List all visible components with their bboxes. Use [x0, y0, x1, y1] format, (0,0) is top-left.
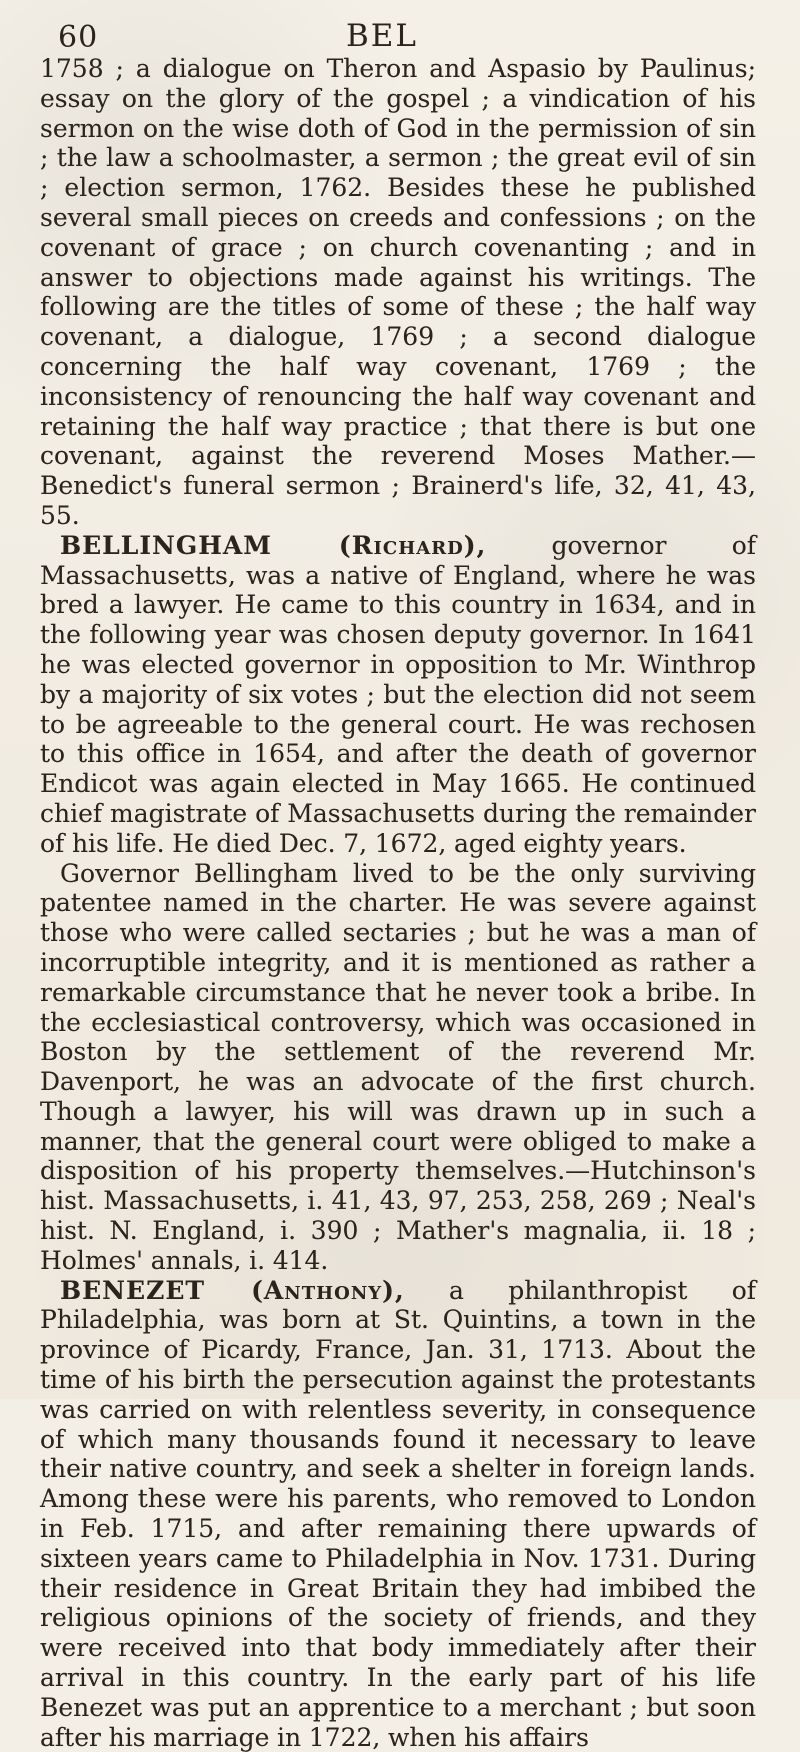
paragraph-2 [40, 531, 756, 859]
paragraph-3 [40, 859, 756, 1276]
entry-heading-bellingham: BELLINGHAM (Richard), [60, 530, 487, 560]
paragraph-1-text: 1758 ; a dialogue on Theron and Aspasio by Paulinus; essay on the glory of the gospel ; a vindication of his sermon on the wise doth of God in the permission of sin ; the law a schoolmaster, a sermon ; the great evil of sin ; election sermon, 1762. Besides these he published several small pieces on creeds and confessions ; on the covenant of grace ; on church covenanting ; and in answer to objections made against his writings. The following are the titles of some of these ; the half way covenant, a dialogue, 1769 ; a second dialogue concerning the half way covenant, 1769 ; the inconsistency of renouncing the half way covenant and retaining the half way practice ; that there is but one covenant, against the reverend Moses Mather.—Benedict's funeral sermon ; Brainerd's life, 32, 41, 43, 55. [40, 54, 756, 530]
paragraph-4-text: a philanthropist of Philadelphia, was born at St. Quintins, a town in the province of Picardy, France, Jan. 31, 1713. About the time of his birth the persecution against the protestants was carried on with relentless severity, in consequence of which many thousands found it necessary to leave their native country, and seek a shelter in foreign lands. Among these were his parents, who removed to London in Feb. 1715, and after remaining there upwards of sixteen years came to Philadelphia in Nov. 1731. During their residence in Great Britain they had imbibed the religious opinions of the society of friends, and they were received into that body immediately after their arrival in this country. In the early part of his life Benezet was put an apprentice to a merchant ; but soon after his marriage in 1722, when his affairs [40, 1275, 757, 1752]
entry-heading-benezet: BENEZET (Anthony), [60, 1275, 405, 1305]
running-head: BEL [346, 18, 418, 54]
paragraph-3-text: Governor Bellingham lived to be the only surviving patentee named in the charter. He was severe against those who were called sectaries ; but he was a man of incorruptible integrity, and it is mentioned as rather a remarkable circumstance that he never took a bribe. In the ecclesiastical controversy, which was occasioned in Boston by the settlement of the reverend Mr. Davenport, he was an advocate of the first church. Though a lawyer, his will was drawn up in such a manner, that the general court were obliged to make a disposition of his property themselves.—Hutchinson's hist. Massachusetts, i. 41, 43, 97, 253, 258, 269 ; Neal's hist. N. England, i. 390 ; Mather's magnalia, ii. 18 ; Holmes' annals, i. 414. [40, 858, 756, 1275]
page-number: 60 [58, 20, 99, 55]
article-body [40, 54, 757, 1752]
paragraph-2-text: governor of Massachusetts, was a native of England, where he was bred a lawyer. He came to this country in 1634, and in the following year was chosen deputy governor. In 1641 he was elected governor in opposition to Mr. Winthrop by a majority of six votes ; but the election did not seem to be agreeable to the general court. He was rechosen to this office in 1654, and after the death of governor Endicot was again elected in May 1665. He continued chief magistrate of Massachusetts during the remainder of his life. He died Dec. 7, 1672, aged eighty years. [40, 530, 756, 858]
paragraph-1 [40, 54, 756, 531]
paragraph-4 [40, 1276, 756, 1752]
